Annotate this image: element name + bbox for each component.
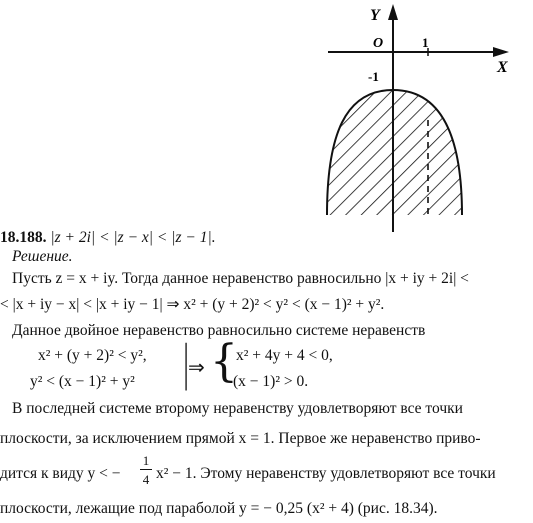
y-axis-label: Y [370,7,380,24]
text-line-2: < |x + iy − x| < |x + iy − 1| ⇒ x² + (y + 2)² < y² < (x − 1)² + y². [0,296,385,313]
text-line-7: плоскости, лежащие под параболой y = − 0,25 (x² + 4) (рис. 18.34). [0,500,438,517]
system-left-bar: | [183,335,189,391]
system-right-brace: { [210,336,238,387]
origin-label: O [373,36,384,51]
problem-statement: |z + 2i| < |z − x| < |z − 1|. [50,229,216,246]
system-right-2: (x − 1)² > 0. [233,373,309,390]
text-line-5: плоскости, за исключением прямой x = 1. Первое же неравенство приво- [0,430,481,447]
text-line-6a: дится к виду y < − [0,465,121,482]
fraction-bar [140,469,152,470]
y-axis-arrow [388,4,398,20]
parabola-region-figure [0,0,533,240]
system-left-1: x² + (y + 2)² < y², [38,347,147,364]
text-line-3: Данное двойное неравенство равносильно системе неравенств [12,322,426,339]
problem-number: 18.188. [0,229,47,246]
text-line-4: В последней системе второму неравенству удовлетворяют все точки [12,400,463,417]
y-tick-label: -1 [368,69,379,84]
x-tick-label: 1 [422,35,429,50]
problem-header [0,229,216,247]
text-line-6b: x² − 1. Этому неравенству удовлетворяют все точки [156,465,496,482]
fraction-numerator: 1 [142,453,150,468]
system-left-2: y² < (x − 1)² + y² [30,373,135,390]
implies-arrow: ⇒ [188,357,205,379]
fraction-denominator: 4 [142,472,150,487]
system-right-1: x² + 4y + 4 < 0, [236,347,333,364]
solution-heading: Решение. [12,248,73,265]
x-axis-arrow [493,47,509,57]
hatched-region [320,85,470,220]
text-line-1: Пусть z = x + iy. Тогда данное неравенство равносильно |x + iy + 2i| < [12,270,469,287]
x-axis-label: X [497,59,508,76]
